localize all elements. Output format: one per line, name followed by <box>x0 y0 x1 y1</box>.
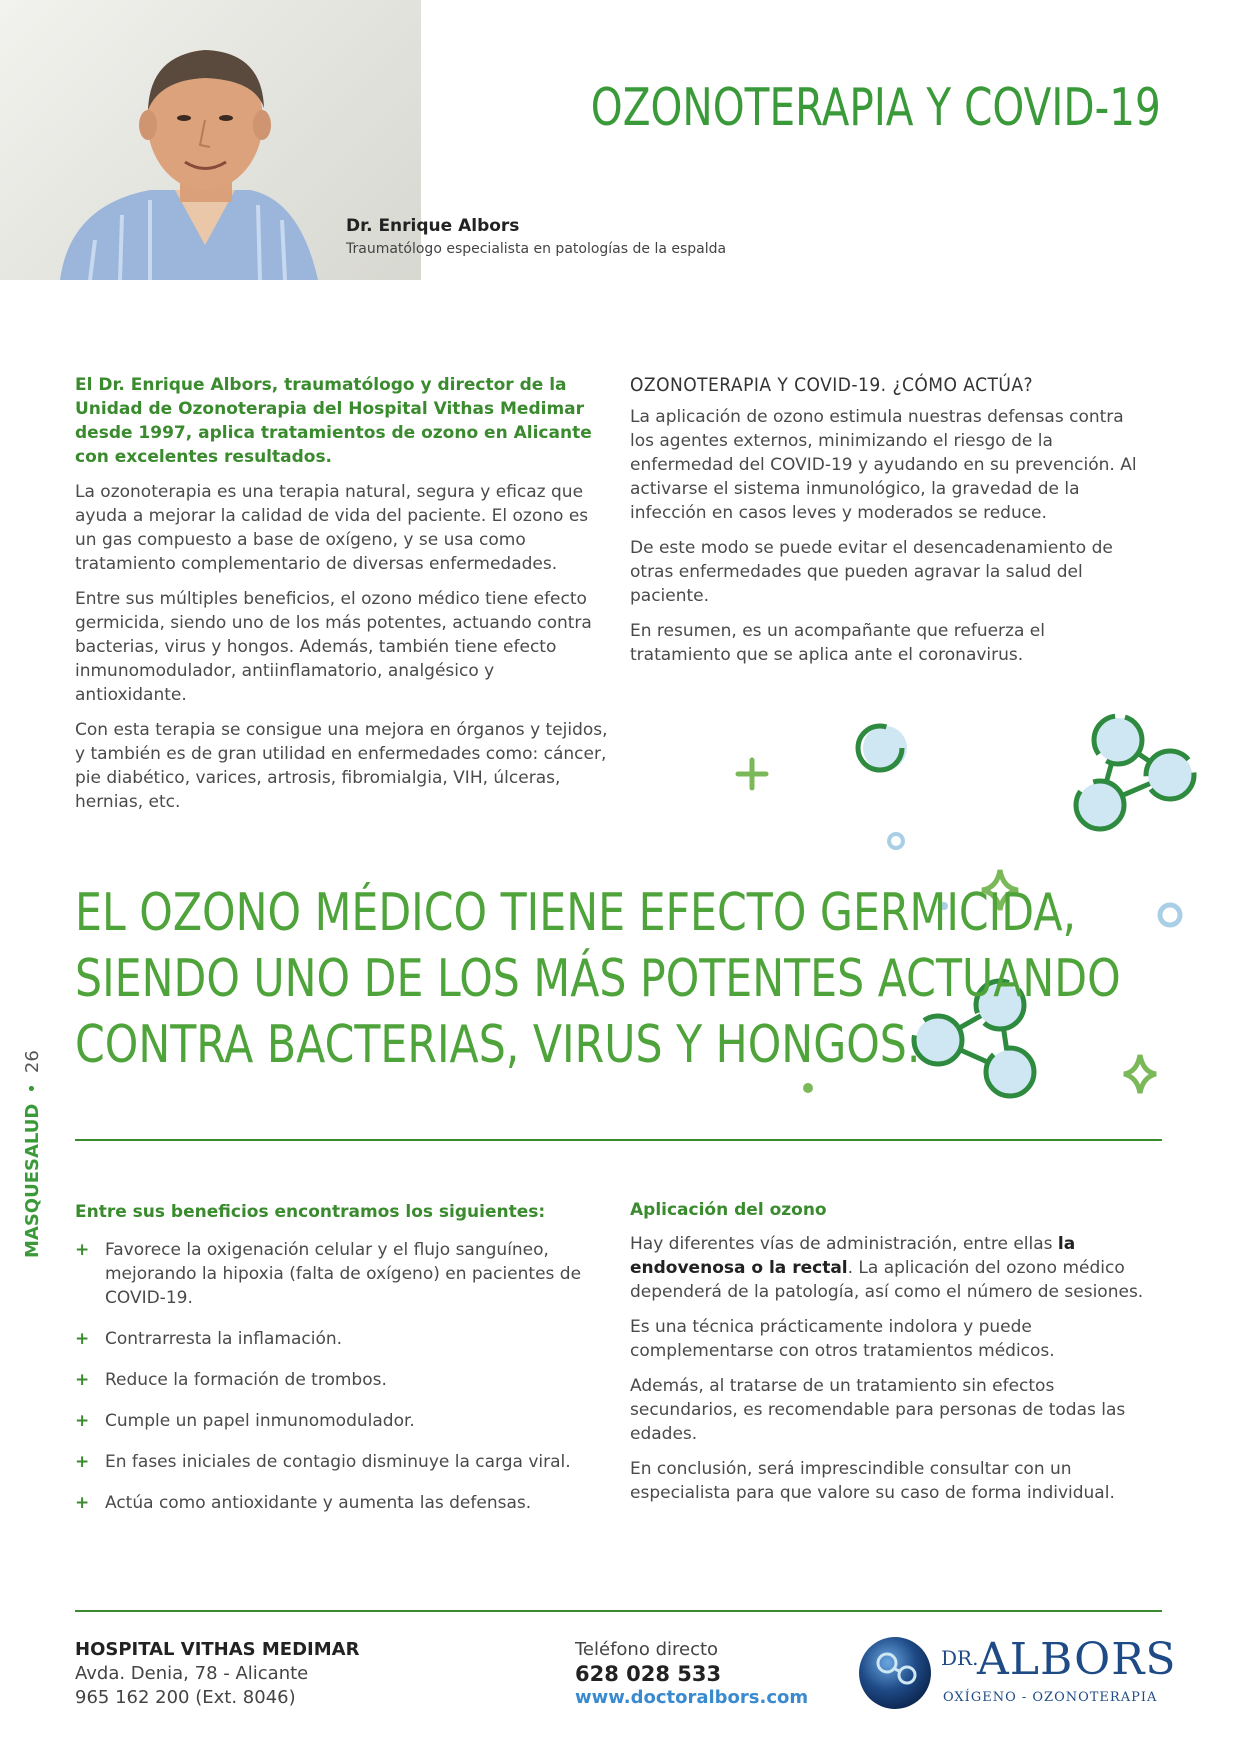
separator-dot: • <box>22 1083 43 1094</box>
plus-icon <box>738 760 766 788</box>
list-item: + Actúa como antioxidante y aumenta las defensas. <box>75 1493 532 1513</box>
logo-sphere-icon <box>855 1633 935 1713</box>
how-it-works-paragraph-1: La aplicación de ozono estimula nuestras defensas contra los agentes externos, minimizando el riesgo de la enfermedad del COVID-19 y ayudando en su prevención. Al activarse el sistema inmunológico, la gravedad de la infección en casos leves y moderados se reduce. <box>630 407 1137 523</box>
molecule-icon <box>1076 716 1194 829</box>
pull-quote <box>75 880 1121 1078</box>
dot-icon <box>803 1083 813 1093</box>
list-item: + Cumple un papel inmunomodulador. <box>75 1411 415 1431</box>
plus-bullet-icon: + <box>75 1329 90 1349</box>
hospital-phone: 965 162 200 (Ext. 8046) <box>75 1687 296 1708</box>
benefits-title: Entre sus beneficios encontramos los siguientes: <box>75 1202 546 1222</box>
list-item: + Favorece la oxigenación celular y el flujo sanguíneo, mejorando la hipoxia (falta de oxígeno) en pacientes de COVID-19. <box>75 1240 582 1308</box>
sparkle-icon <box>1124 1055 1156 1093</box>
plus-bullet-icon: + <box>75 1370 90 1390</box>
side-label <box>22 1050 43 1258</box>
albors-logo <box>855 1628 1177 1718</box>
logo-name: ALBORS <box>977 1634 1177 1685</box>
plus-bullet-icon: + <box>75 1452 90 1472</box>
footer-divider <box>75 1610 1162 1612</box>
magazine-brand: MASQUESALUD <box>22 1103 43 1258</box>
author-block <box>346 216 726 257</box>
application-column <box>630 1198 1150 1516</box>
plus-bullet-icon: + <box>75 1240 90 1260</box>
page-number: 26 <box>22 1050 43 1074</box>
intro-paragraph-2: Entre sus múltiples beneficios, el ozono médico tiene efecto germicida, siendo uno de los más potentes, actuando contra bacterias, virus y hongos. Además, también tiene efecto inmunomodulador, antiinflamatorio, analgésico y antioxidante. <box>75 589 592 705</box>
benefits-list <box>75 1238 610 1515</box>
intro-lead: El Dr. Enrique Albors, traumatólogo y director de la Unidad de Ozonoterapia del Hospital Vithas Medimar desde 1997, aplica tratamientos de ozono en Alicante con excelentes resultados. <box>75 375 592 467</box>
logo-prefix: DR. <box>941 1646 979 1670</box>
pull-quote-line-1: EL OZONO MÉDICO TIENE EFECTO GERMICIDA, <box>75 883 1077 943</box>
author-name: Dr. Enrique Albors <box>346 216 520 236</box>
plus-bullet-icon: + <box>75 1493 90 1513</box>
hospital-contact <box>75 1638 359 1710</box>
page-title: OZONOTERAPIA Y COVID-19 <box>590 78 1161 138</box>
list-item: + Reduce la formación de trombos. <box>75 1370 387 1390</box>
how-it-works-paragraph-3: En resumen, es un acompañante que refuerza el tratamiento que se aplica ante el coronavirus. <box>630 621 1045 665</box>
author-role: Traumatólogo especialista en patologías de la espalda <box>346 241 727 257</box>
direct-phone: 628 028 533 <box>575 1662 722 1686</box>
intro-paragraph-3: Con esta terapia se consigue una mejora en órganos y tejidos, y también es de gran utilidad en enfermedades como: cáncer, pie diabético, varices, artrosis, fibromialgia, VIH, úlceras, hernias, etc. <box>75 720 608 812</box>
list-item: + Contrarresta la inflamación. <box>75 1329 343 1349</box>
benefits-column <box>75 1200 610 1532</box>
plus-bullet-icon: + <box>75 1411 90 1431</box>
direct-phone-label: Teléfono directo <box>575 1639 719 1660</box>
intro-column <box>75 373 610 825</box>
application-paragraph-2: Es una técnica prácticamente indolora y puede complementarse con otros tratamientos médicos. <box>630 1317 1055 1361</box>
direct-contact <box>575 1638 808 1710</box>
dot-ring-icon <box>889 834 903 848</box>
list-item: + En fases iniciales de contagio disminuye la carga viral. <box>75 1452 571 1472</box>
how-it-works-title: OZONOTERAPIA Y COVID-19. ¿CÓMO ACTÚA? <box>630 374 1034 396</box>
hospital-name: HOSPITAL VITHAS MEDIMAR <box>75 1639 360 1660</box>
application-paragraph-4: En conclusión, será imprescindible consultar con un especialista para que valore su caso de forma individual. <box>630 1459 1115 1503</box>
application-title: Aplicación del ozono <box>630 1200 827 1220</box>
intro-paragraph-1: La ozonoterapia es una terapia natural, segura y eficaz que ayuda a mejorar la calidad de vida del paciente. El ozono es un gas compuesto a base de oxígeno, y se usa como tratamiento complementario de diversas enfermedades. <box>75 482 589 574</box>
pull-quote-line-2: SIENDO UNO DE LOS MÁS POTENTES ACTUANDO <box>75 949 1121 1009</box>
ring-icon <box>858 726 907 770</box>
how-it-works-column <box>630 373 1150 678</box>
pull-quote-line-3: CONTRA BACTERIAS, VIRUS Y HONGOS. <box>75 1015 921 1075</box>
website-link[interactable]: www.doctoralbors.com <box>575 1687 809 1708</box>
logo-subtitle: OXÍGENO - OZONOTERAPIA <box>943 1690 1158 1705</box>
section-divider <box>75 1139 1162 1141</box>
dot-ring-icon <box>1160 905 1180 925</box>
application-paragraph-3: Además, al tratarse de un tratamiento sin efectos secundarios, es recomendable para personas de todas las edades. <box>630 1376 1126 1444</box>
hospital-address: Avda. Denia, 78 - Alicante <box>75 1663 309 1684</box>
application-paragraph-1: Hay diferentes vías de administración, entre ellas la endovenosa o la rectal. La aplicación del ozono médico dependerá de la patología, así como el número de sesiones. <box>630 1234 1144 1302</box>
how-it-works-paragraph-2: De este modo se puede evitar el desencadenamiento de otras enfermedades que pueden agravar la salud del paciente. <box>630 538 1113 606</box>
